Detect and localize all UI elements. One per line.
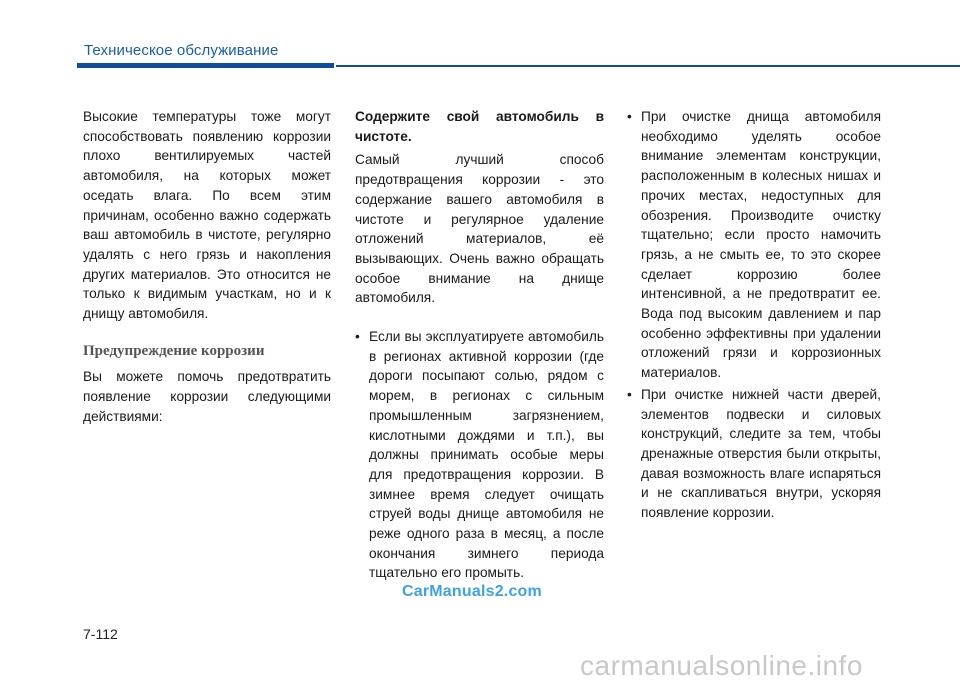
footer-watermark: carmanualsonline.info [580, 650, 863, 681]
intro-paragraph: Высокие температуры тоже могут способствовать появлению коррозии плохо вентилируемых частей автомобиля, на которых может оседать влага. По всем этим причинам, особенно важно содержать ваш автомобиль в чистоте, регулярно удалять с него грязь и накопления других материалов. Это относится не только к видимым участкам, но и к днищу автомобиля. [83, 109, 331, 322]
keep-clean-paragraph: Самый лучший способ предотвращения коррозии - это содержание вашего автомобиля в чистоте и регулярное удаление отложений материалов, её вызывающих. Очень важно обращать особое внимание на днище автомобиля. [355, 152, 604, 306]
list-item [627, 385, 881, 523]
header-rule-light [336, 65, 960, 67]
page-number: 7-112 [83, 626, 118, 642]
bullet-text: При очистке днища автомобиля необходимо уделять особое внимание элементам конструкции, расположенным в колесных нишах и прочих местах, недоступных для обозрения. Производите очистку тщательно; если просто намочить грязь, а не смыть ее, то это скорее сделает коррозию более интенсивной, а не предотвратит ее. Вода под высоким давлением и пар особенно эффективны при удалении отложений грязи и коррозионных материалов. [641, 109, 881, 381]
list-item [627, 107, 881, 383]
bullet-icon: • [355, 329, 360, 345]
watermark-link[interactable]: CarManuals2.com [402, 583, 542, 600]
corrosion-prevention-heading: Предупреждение коррозии [83, 342, 265, 359]
keep-clean-heading: Содержите свой автомобиль в чистоте. [355, 109, 604, 144]
bullet-icon: • [627, 386, 632, 402]
column-2-bullets [355, 327, 604, 583]
section-title: Техническое обслуживание [84, 42, 279, 59]
list-item [355, 327, 604, 583]
column-3 [627, 107, 881, 523]
column-1 [83, 107, 331, 427]
bullet-icon: • [627, 109, 632, 124]
bullet-text: При очистке нижней части дверей, элементов подвески и силовых конструкций, следите за тем, чтобы дренажные отверстия были открыты, давая возможность влаге испаряться и не скапливаться внутри, ускоряя появление коррозии. [641, 386, 881, 521]
header-rule-dark [77, 63, 334, 68]
column-2 [355, 107, 604, 583]
column-3-bullets [627, 107, 881, 523]
bullet-text: Если вы эксплуатируете автомобиль в регионах активной коррозии (где дороги посыпают солью, рядом с морем, в регионах с сильным промышленным загрязнением, кислотными дождями и т.п.), вы должны принимать особые меры для предотвращения коррозии. В зимнее время следует очищать струей воды днище автомобиля не реже одного раза в месяц, а после окончания зимнего периода тщательно его промыть. [369, 329, 604, 581]
corrosion-prevention-text: Вы можете помочь предотвратить появление коррозии следующими действиями: [83, 369, 331, 424]
